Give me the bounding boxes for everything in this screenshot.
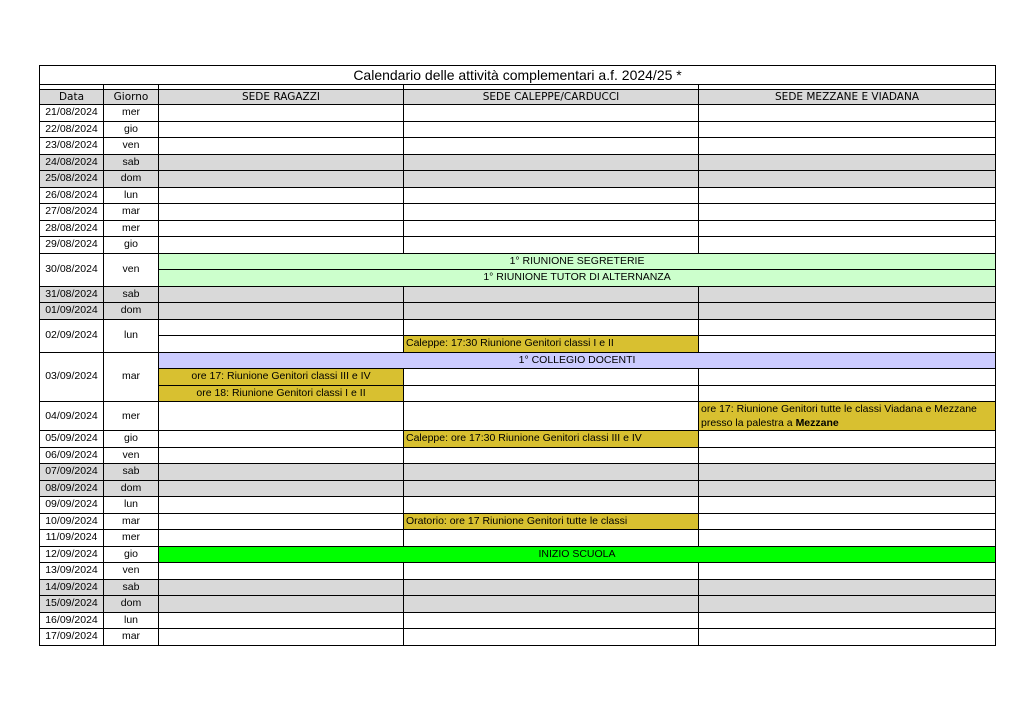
date-cell: 02/09/2024 [40, 319, 104, 352]
day-cell: lun [104, 612, 159, 629]
day-cell: dom [104, 596, 159, 613]
table-row [40, 447, 996, 464]
date-cell: 11/09/2024 [40, 530, 104, 547]
event-mezzane-location: Mezzane [795, 417, 839, 429]
day-cell: gio [104, 121, 159, 138]
table-row-weekend [40, 480, 996, 497]
day-cell: lun [104, 187, 159, 204]
date-cell: 29/08/2024 [40, 237, 104, 254]
table-row [40, 629, 996, 646]
day-cell: gio [104, 237, 159, 254]
day-cell: mer [104, 105, 159, 122]
header-sede-ragazzi: SEDE RAGAZZI [159, 90, 404, 105]
day-cell: ven [104, 447, 159, 464]
day-cell: gio [104, 546, 159, 563]
table-row-weekend [40, 579, 996, 596]
day-cell: ven [104, 253, 159, 286]
table-row [40, 497, 996, 514]
event-tutor: 1° RIUNIONE TUTOR DI ALTERNANZA [159, 270, 996, 287]
table-row [40, 530, 996, 547]
calendar-table [39, 65, 996, 646]
calendar-sheet [39, 65, 995, 646]
day-cell: gio [104, 431, 159, 448]
day-cell: mer [104, 220, 159, 237]
header-giorno: Giorno [104, 90, 159, 105]
date-cell: 17/09/2024 [40, 629, 104, 646]
table-row-weekend [40, 464, 996, 481]
title-row [40, 66, 996, 85]
date-cell: 03/09/2024 [40, 352, 104, 402]
page-title: Calendario delle attività complementari a.f. 2024/25 * [40, 66, 996, 85]
day-cell: lun [104, 319, 159, 352]
event-segreterie: 1° RIUNIONE SEGRETERIE [159, 253, 996, 270]
date-cell: 05/09/2024 [40, 431, 104, 448]
date-cell: 14/09/2024 [40, 579, 104, 596]
date-cell: 22/08/2024 [40, 121, 104, 138]
day-cell: sab [104, 286, 159, 303]
table-row-weekend [40, 596, 996, 613]
day-cell: dom [104, 171, 159, 188]
table-row-weekend [40, 303, 996, 320]
day-cell: lun [104, 497, 159, 514]
table-row [40, 319, 996, 336]
day-cell: mar [104, 629, 159, 646]
table-row [40, 402, 996, 431]
date-cell: 12/09/2024 [40, 546, 104, 563]
table-row [40, 431, 996, 448]
date-cell: 16/09/2024 [40, 612, 104, 629]
table-row [40, 138, 996, 155]
day-cell: ven [104, 563, 159, 580]
event-ragazzi-ore18: ore 18: Riunione Genitori classi I e II [159, 385, 404, 402]
day-cell: sab [104, 579, 159, 596]
table-row [40, 385, 996, 402]
day-cell: mer [104, 530, 159, 547]
day-cell: mar [104, 204, 159, 221]
date-cell: 09/09/2024 [40, 497, 104, 514]
date-cell: 15/09/2024 [40, 596, 104, 613]
event-oratorio: Oratorio: ore 17 Riunione Genitori tutte le classi [404, 513, 699, 530]
table-row [40, 253, 996, 270]
header-data: Data [40, 90, 104, 105]
table-row-weekend [40, 286, 996, 303]
table-row [40, 546, 996, 563]
date-cell: 24/08/2024 [40, 154, 104, 171]
table-row [40, 121, 996, 138]
table-row [40, 270, 996, 287]
table-row [40, 513, 996, 530]
header-row [40, 90, 996, 105]
event-collegio-docenti: 1° COLLEGIO DOCENTI [159, 352, 996, 369]
date-cell: 13/09/2024 [40, 563, 104, 580]
date-cell: 28/08/2024 [40, 220, 104, 237]
event-caleppe-genitori-1-2: Caleppe: 17:30 Riunione Genitori classi I e II [404, 336, 699, 353]
table-row [40, 204, 996, 221]
date-cell: 01/09/2024 [40, 303, 104, 320]
date-cell: 30/08/2024 [40, 253, 104, 286]
event-mezzane-line2: presso la palestra a [701, 417, 796, 429]
day-cell: sab [104, 464, 159, 481]
date-cell: 21/08/2024 [40, 105, 104, 122]
date-cell: 31/08/2024 [40, 286, 104, 303]
date-cell: 06/09/2024 [40, 447, 104, 464]
event-mezzane-viadana [699, 402, 996, 431]
header-sede-mezzane: SEDE MEZZANE E VIADANA [699, 90, 996, 105]
date-cell: 26/08/2024 [40, 187, 104, 204]
date-cell: 10/09/2024 [40, 513, 104, 530]
table-row [40, 612, 996, 629]
event-mezzane-line1: ore 17: Riunione Genitori tutte le classi Viadana e Mezzane [701, 403, 977, 415]
day-cell: mar [104, 352, 159, 402]
event-inizio-scuola: INIZIO SCUOLA [159, 546, 996, 563]
header-sede-caleppe: SEDE CALEPPE/CARDUCCI [404, 90, 699, 105]
table-row-weekend [40, 171, 996, 188]
day-cell: dom [104, 480, 159, 497]
table-row [40, 352, 996, 369]
table-row [40, 563, 996, 580]
date-cell: 23/08/2024 [40, 138, 104, 155]
event-caleppe-genitori-3-4: Caleppe: ore 17:30 Riunione Genitori classi III e IV [404, 431, 699, 448]
table-row [40, 105, 996, 122]
date-cell: 25/08/2024 [40, 171, 104, 188]
date-cell: 08/09/2024 [40, 480, 104, 497]
table-row [40, 369, 996, 386]
day-cell: ven [104, 138, 159, 155]
date-cell: 27/08/2024 [40, 204, 104, 221]
day-cell: mar [104, 513, 159, 530]
table-row [40, 237, 996, 254]
table-row [40, 187, 996, 204]
table-row [40, 336, 996, 353]
table-row [40, 220, 996, 237]
table-row-weekend [40, 154, 996, 171]
event-ragazzi-ore17: ore 17: Riunione Genitori classi III e IV [159, 369, 404, 386]
day-cell: mer [104, 402, 159, 431]
date-cell: 04/09/2024 [40, 402, 104, 431]
date-cell: 07/09/2024 [40, 464, 104, 481]
day-cell: dom [104, 303, 159, 320]
day-cell: sab [104, 154, 159, 171]
